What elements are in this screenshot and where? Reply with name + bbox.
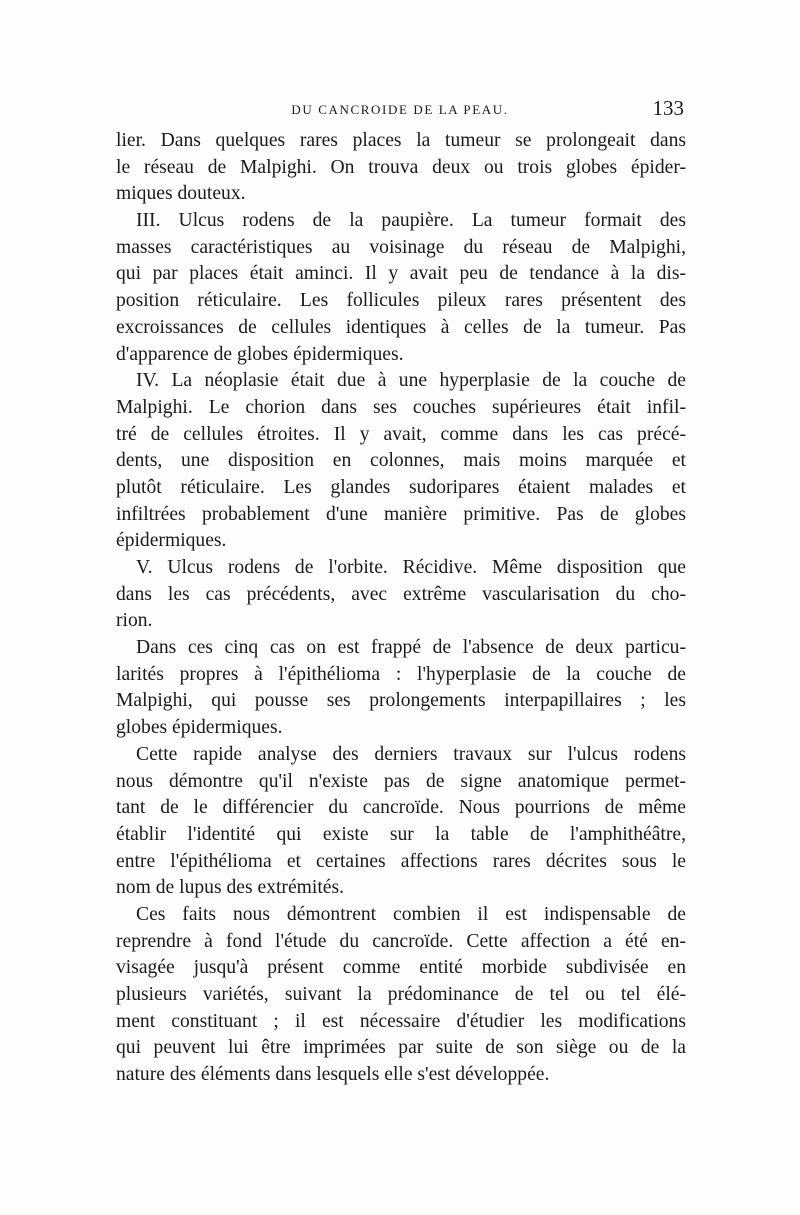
text-line: plutôt réticulaire. Les glandes sudoripares étaient malades et <box>116 476 686 498</box>
text-line: Dans ces cinq cas on est frappé de l'absence de deux particu- <box>136 637 686 659</box>
page-header <box>116 96 684 122</box>
running-title: DU CANCROIDE DE LA PEAU. <box>291 102 509 117</box>
text-line: établir l'identité qui existe sur la table de l'amphithéâtre, <box>116 823 686 845</box>
text-line: ment constituant ; il est nécessaire d'étudier les modifications <box>116 1010 686 1032</box>
text-line: nous démontre qu'il n'existe pas de signe anatomique permet- <box>116 770 686 792</box>
text-line: V. Ulcus rodens de l'orbite. Récidive. Même disposition que <box>136 557 686 578</box>
text-line: masses caractéristiques au voisinage du réseau de Malpighi, <box>116 236 686 258</box>
text-line: qui peuvent lui être imprimées par suite de son siège ou de la <box>116 1037 686 1059</box>
text-line: tré de cellules étroites. Il y avait, comme dans les cas précé- <box>116 423 686 445</box>
text-line: dans les cas précédents, avec extrême vascularisation du cho- <box>116 583 686 605</box>
text-line: IV. La néoplasie était due à une hyperplasie de la couche de <box>136 370 686 392</box>
text-line: Cette rapide analyse des derniers travaux sur l'ulcus rodens <box>136 743 686 765</box>
text-line: d'apparence de globes épidermiques. <box>116 343 404 365</box>
text-line: globes épidermiques. <box>116 717 283 739</box>
text-line: rion. <box>116 610 153 632</box>
text-line: III. Ulcus rodens de la paupière. La tumeur formait des <box>136 210 686 232</box>
text-line: Malpighi. Le chorion dans ses couches supérieures était infil- <box>116 396 686 418</box>
text-line: lier. Dans quelques rares places la tumeur se prolongeait dans <box>116 130 686 151</box>
text-line: nature des éléments dans lesquels elle s'est développée. <box>116 1064 550 1086</box>
text-line: Ces faits nous démontrent combien il est indispensable de <box>136 903 686 925</box>
text-line: entre l'épithélioma et certaines affections rares décrites sous le <box>116 850 686 872</box>
text-line: dents, une disposition en colonnes, mais moins marquée et <box>116 450 686 472</box>
text-line: Malpighi, qui pousse ses prolongements interpapillaires ; les <box>116 690 686 712</box>
text-line: reprendre à fond l'étude du cancroïde. Cette affection a été en- <box>116 930 686 952</box>
page-number: 133 <box>652 96 684 120</box>
body-text <box>116 128 686 1089</box>
text-line: plusieurs variétés, suivant la prédominance de tel ou tel élé- <box>116 984 686 1005</box>
text-line: larités propres à l'épithélioma : l'hyperplasie de la couche de <box>116 663 686 685</box>
text-line: tant de le différencier du cancroïde. Nous pourrions de même <box>116 797 686 819</box>
text-line: excroissances de cellules identiques à celles de la tumeur. Pas <box>116 316 686 338</box>
text-line: miques douteux. <box>116 183 246 205</box>
text-line: le réseau de Malpighi. On trouva deux ou trois globes épider- <box>116 156 686 178</box>
text-line: épidermiques. <box>116 530 227 552</box>
text-line: nom de lupus des extrémités. <box>116 877 345 899</box>
text-line: visagée jusqu'à présent comme entité morbide subdivisée en <box>116 957 686 979</box>
text-line: infiltrées probablement d'une manière primitive. Pas de globes <box>116 503 686 525</box>
text-line: qui par places était aminci. Il y avait peu de tendance à la dis- <box>116 263 686 285</box>
text-line: position réticulaire. Les follicules pileux rares présentent des <box>116 290 686 312</box>
